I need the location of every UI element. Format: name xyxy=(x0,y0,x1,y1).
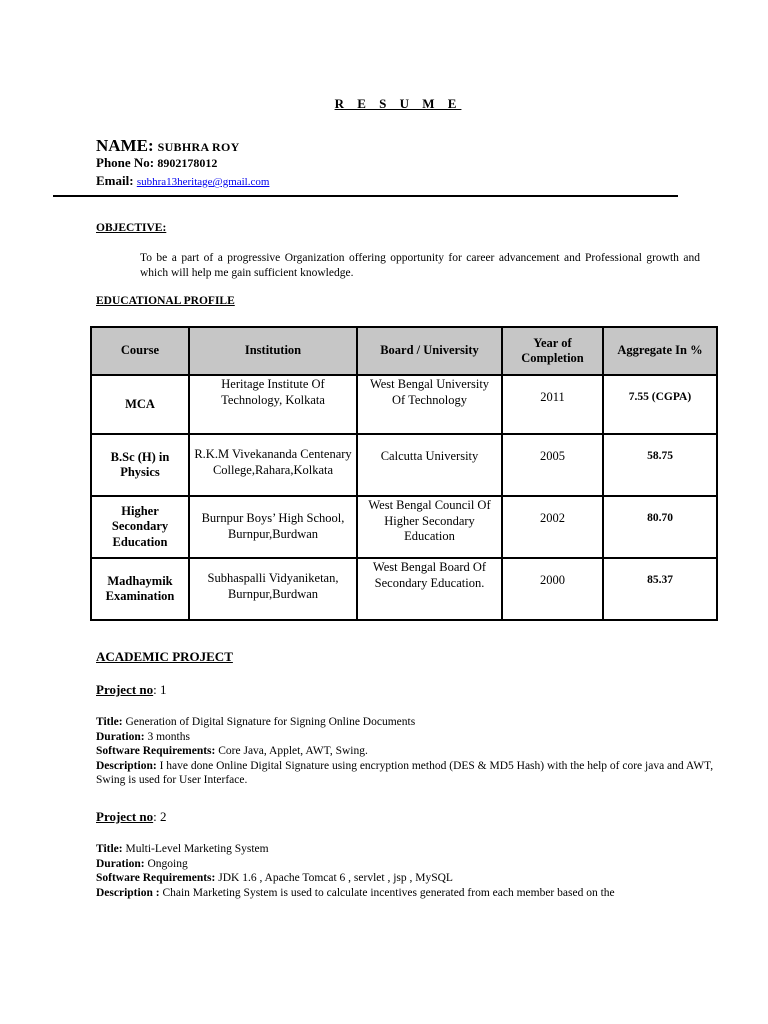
header-divider xyxy=(53,195,678,197)
project-description: Description : Chain Marketing System is used to calculate incentives generated from each member based on the xyxy=(96,886,615,899)
header-institution: Institution xyxy=(189,327,357,375)
education-table xyxy=(90,326,718,621)
project-software: Software Requirements: Core Java, Applet, AWT, Swing. xyxy=(96,745,368,757)
project-label: Project no xyxy=(96,682,154,697)
project-title: Title: Multi-Level Marketing System xyxy=(96,843,269,855)
header-year: Year of Completion xyxy=(502,327,603,375)
project-2-details xyxy=(96,842,716,900)
name-line xyxy=(96,136,240,156)
cell-board: Calcutta University xyxy=(357,434,502,496)
email-link[interactable]: subhra13heritage@gmail.com xyxy=(136,176,270,188)
project-number-2 xyxy=(96,809,167,825)
phone-value: 8902178012 xyxy=(157,156,218,170)
table-row xyxy=(91,496,717,558)
objective-text: To be a part of a progressive Organization offering opportunity for career advancement and Professional growth and which will help me gain sufficient knowledge. xyxy=(140,252,700,279)
cell-course: MCA xyxy=(91,375,189,434)
cell-board: West Bengal Board Of Secondary Education. xyxy=(357,558,502,620)
project-duration: Duration: 3 months xyxy=(96,730,190,743)
educational-profile-heading: EDUCATIONAL PROFILE xyxy=(96,295,235,307)
email-label: Email: xyxy=(96,173,134,188)
cell-year: 2002 xyxy=(502,496,603,558)
header-course: Course xyxy=(91,327,189,375)
project-number: : 2 xyxy=(153,809,167,824)
cell-course: Madhaymik Examination xyxy=(91,558,189,620)
project-title: Title: Generation of Digital Signature for Signing Online Documents xyxy=(96,716,416,728)
education-table-header xyxy=(91,327,717,375)
table-row xyxy=(91,375,717,434)
resume-title: R E S U M E xyxy=(334,96,462,111)
project-number-1 xyxy=(96,682,167,698)
project-software: Software Requirements: JDK 1.6 , Apache Tomcat 6 , servlet , jsp , MySQL xyxy=(96,872,453,884)
header-aggregate: Aggregate In % xyxy=(603,327,717,375)
project-duration: Duration: Ongoing xyxy=(96,857,188,870)
email-line xyxy=(96,173,269,189)
cell-board: West Bengal University Of Technology xyxy=(357,375,502,434)
phone-line xyxy=(96,155,217,171)
table-row xyxy=(91,434,717,496)
cell-institution: R.K.M Vivekananda Centenary College,Rahara,Kolkata xyxy=(189,434,357,496)
cell-course: B.Sc (H) in Physics xyxy=(91,434,189,496)
project-label: Project no xyxy=(96,809,154,824)
cell-year: 2005 xyxy=(502,434,603,496)
header-board: Board / University xyxy=(357,327,502,375)
objective-heading: OBJECTIVE: xyxy=(96,222,167,234)
name-label: NAME: xyxy=(96,136,154,155)
cell-course: Higher Secondary Education xyxy=(91,496,189,558)
cell-aggregate: 7.55 (CGPA) xyxy=(603,375,717,434)
name-value: SUBHRA ROY xyxy=(157,140,240,154)
cell-year: 2000 xyxy=(502,558,603,620)
cell-aggregate: 58.75 xyxy=(603,434,717,496)
cell-aggregate: 80.70 xyxy=(603,496,717,558)
cell-institution: Heritage Institute Of Technology, Kolkata xyxy=(189,375,357,434)
cell-board: West Bengal Council Of Higher Secondary Education xyxy=(357,496,502,558)
project-1-details xyxy=(96,715,716,788)
academic-project-heading: ACADEMIC PROJECT xyxy=(96,649,233,664)
cell-year: 2011 xyxy=(502,375,603,434)
project-description: Description: I have done Online Digital Signature using encryption method (DES & MD5 Hash) with the help of core java and AWT, Swing is used for User Interface. xyxy=(96,759,714,786)
cell-institution: Subhaspalli Vidyaniketan, Burnpur,Burdwan xyxy=(189,558,357,620)
phone-label: Phone No: xyxy=(96,155,155,170)
project-number: : 1 xyxy=(153,682,167,697)
table-row xyxy=(91,558,717,620)
cell-institution: Burnpur Boys’ High School, Burnpur,Burdwan xyxy=(189,496,357,558)
cell-aggregate: 85.37 xyxy=(603,558,717,620)
